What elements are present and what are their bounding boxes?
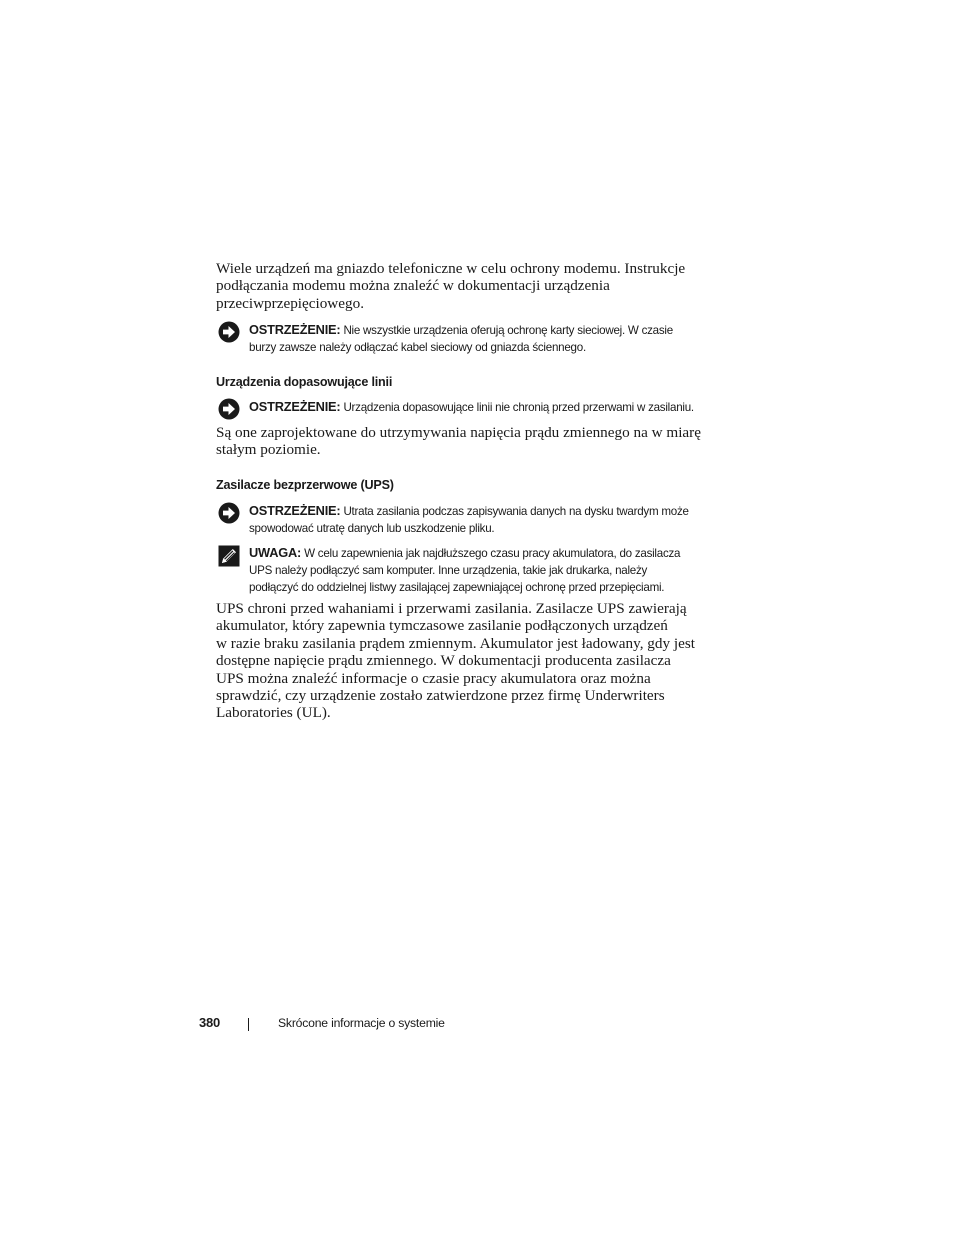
caution-arrow-icon	[218, 321, 240, 343]
caution-notice-line-conditioners	[216, 398, 736, 416]
notice-label: OSTRZEŻENIE:	[249, 399, 341, 414]
footer-separator	[248, 1018, 249, 1031]
notice-text: W celu zapewnienia jak najdłuższego czasu pracy akumulatora, do zasilacza UPS należy podłączyć sam komputer. Inne urządzenia, takie jak drukarka, należy podłączyć do oddzielnej listwy zasilającej zapewniającej ochronę przed przepięciami.	[249, 547, 681, 594]
notice-text: Utrata zasilania podczas zapisywania danych na dysku twardym może spowodować utratę danych lub uszkodzenie pliku.	[249, 505, 689, 535]
notice-text: Nie wszystkie urządzenia oferują ochronę karty sieciowej. W czasie burzy zawsze należy odłączać kabel sieciowy od gniazda ściennego.	[249, 324, 673, 354]
note-pencil-icon	[218, 545, 240, 567]
notice-label: UWAGA:	[249, 545, 302, 560]
ups-paragraph: UPS chroni przed wahaniami i przerwami zasilania. Zasilacze UPS zawierają akumulator, który zapewnia tymczasowe zasilanie podłączonych urządzeń w razie braku zasilania prądem zmiennym. Akumulator jest ładowany, gdy jest dostępne napięcie prądu zmiennego. W dokumentacji producenta zasilacza UPS można znaleźć informacje o czasie pracy akumulatora oraz można sprawdzić, czy urządzenie zostało zatwierdzone przez firmę Underwriters Laboratories (UL).	[216, 600, 695, 722]
footer-title: Skrócone informacje o systemie	[278, 1016, 445, 1030]
notice-label: OSTRZEŻENIE:	[249, 322, 341, 337]
section-heading-line-conditioners: Urządzenia dopasowujące linii	[216, 375, 393, 389]
caution-arrow-icon	[218, 398, 240, 420]
caution-notice-network	[216, 321, 736, 356]
note-notice-ups	[216, 544, 736, 596]
notice-label: OSTRZEŻENIE:	[249, 503, 341, 518]
intro-paragraph: Wiele urządzeń ma gniazdo telefoniczne w celu ochrony modemu. Instrukcje podłączania modemu można znaleźć w dokumentacji urządzenia przeciwprzepięciowego.	[216, 260, 686, 312]
line-conditioners-paragraph: Są one zaprojektowane do utrzymywania napięcia prądu zmiennego na w miarę stałym poziomie.	[216, 424, 701, 459]
caution-arrow-icon	[218, 502, 240, 524]
section-heading-ups: Zasilacze bezprzerwowe (UPS)	[216, 478, 394, 492]
page-number: 380	[199, 1015, 221, 1030]
notice-text: Urządzenia dopasowujące linii nie chronią przed przerwami w zasilaniu.	[343, 401, 694, 414]
caution-notice-ups	[216, 502, 736, 537]
